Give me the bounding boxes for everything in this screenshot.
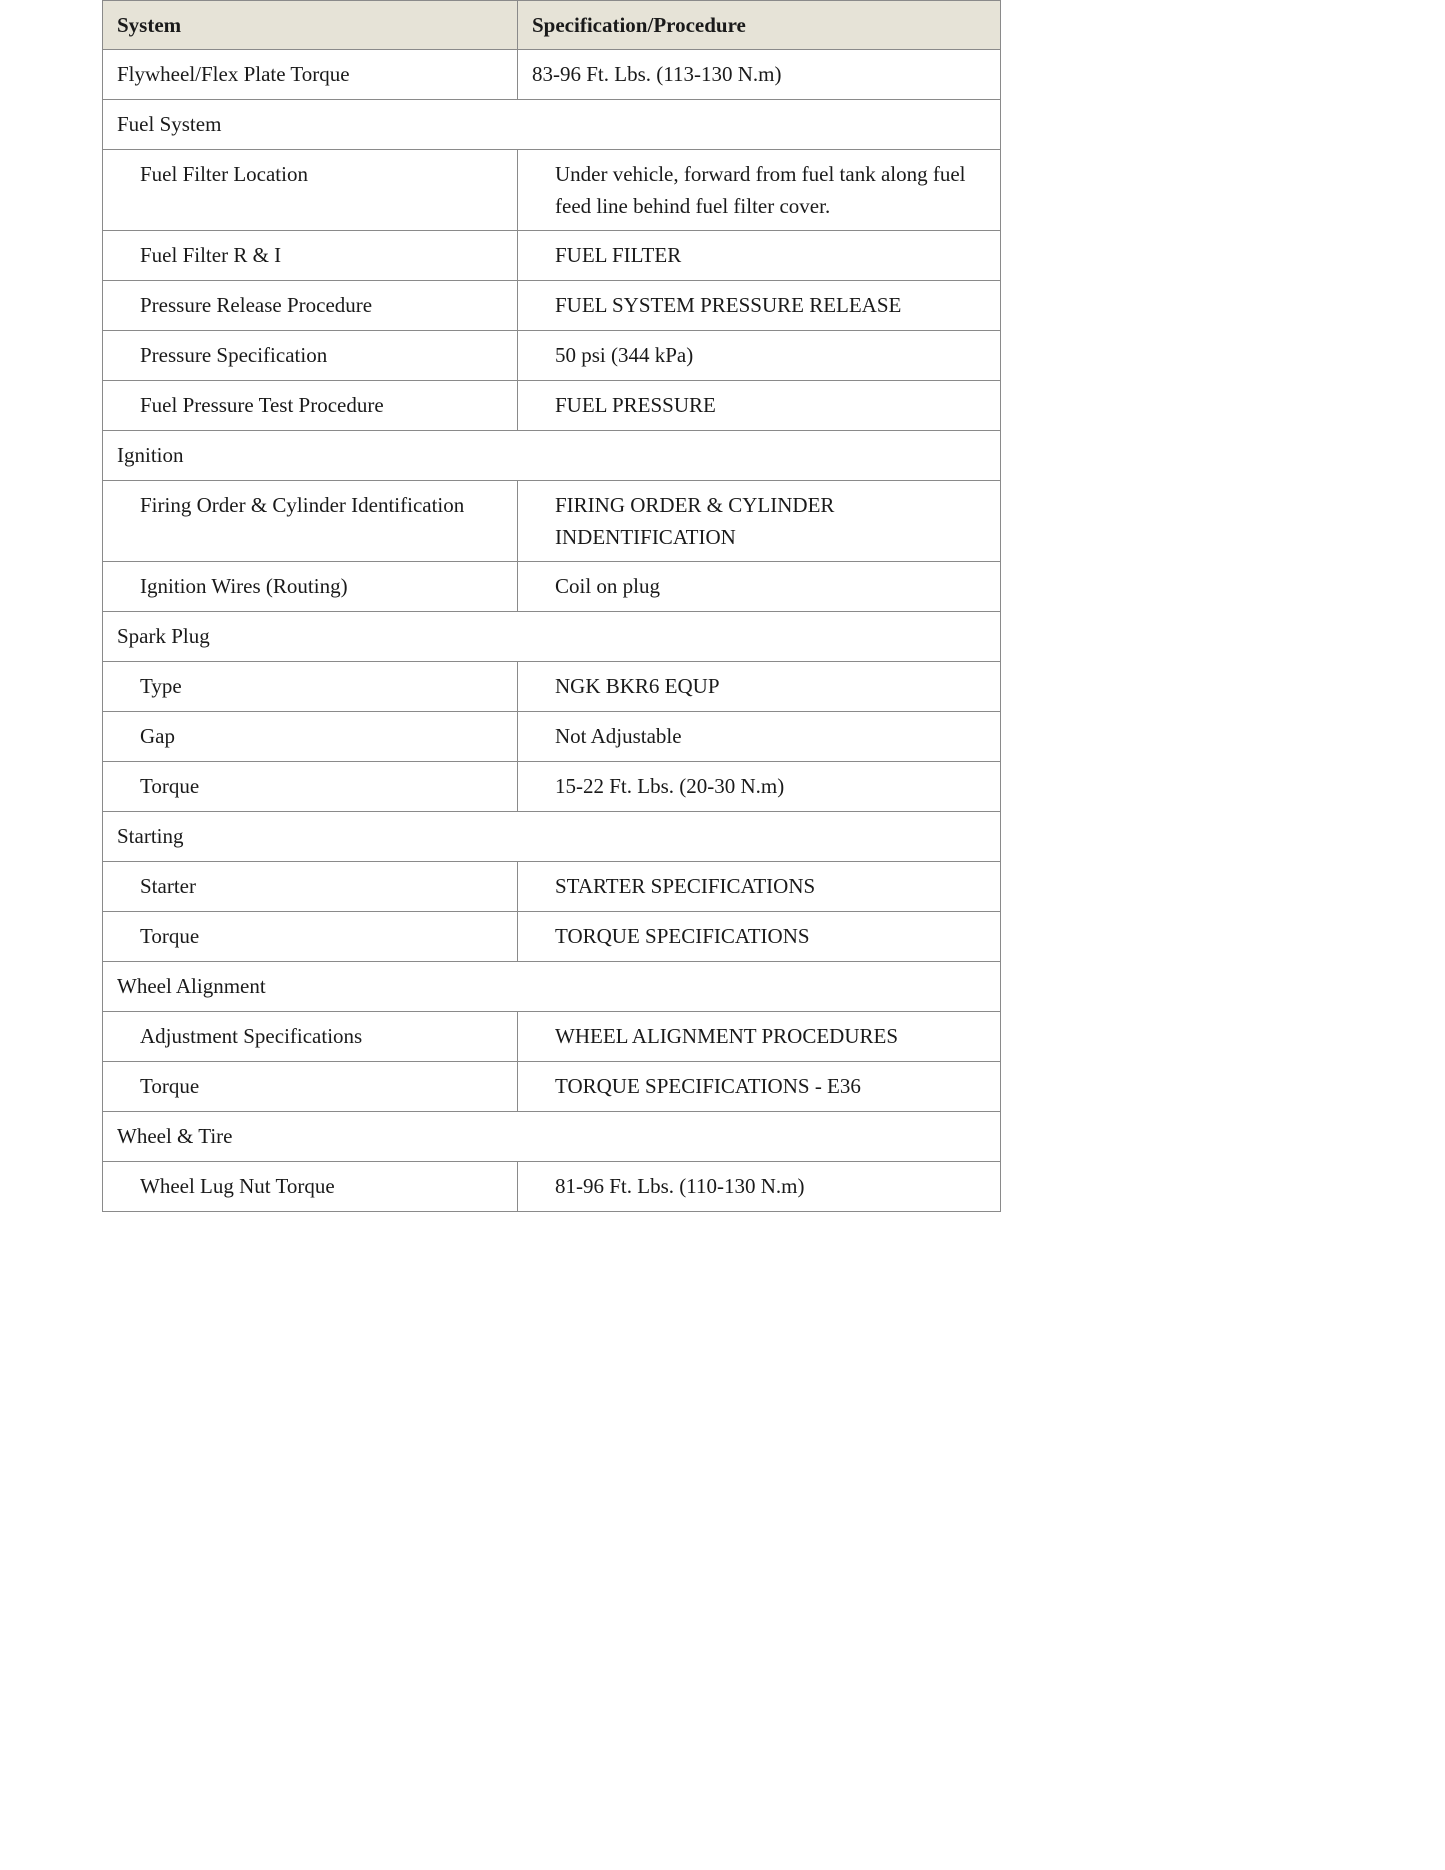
spec-cell: Under vehicle, forward from fuel tank along fuel feed line behind fuel filter cover. [518, 150, 1001, 231]
table-header [103, 1, 1001, 50]
spec-cell: Coil on plug [518, 562, 1001, 612]
system-cell: Fuel Pressure Test Procedure [103, 381, 518, 431]
header-system: System [103, 1, 518, 50]
section-row [103, 812, 1001, 862]
system-cell: Type [103, 662, 518, 712]
table-row [103, 281, 1001, 331]
system-cell: Gap [103, 712, 518, 762]
table-row [103, 150, 1001, 231]
spec-cell: TORQUE SPECIFICATIONS [518, 912, 1001, 962]
spec-cell: 50 psi (344 kPa) [518, 331, 1001, 381]
table-row [103, 712, 1001, 762]
section-row [103, 1112, 1001, 1162]
spec-cell: FUEL SYSTEM PRESSURE RELEASE [518, 281, 1001, 331]
section-title: Wheel & Tire [103, 1112, 1001, 1162]
table-row [103, 381, 1001, 431]
table-body [103, 50, 1001, 1212]
section-row [103, 962, 1001, 1012]
section-title: Wheel Alignment [103, 962, 1001, 1012]
spec-cell: Not Adjustable [518, 712, 1001, 762]
spec-cell: 15-22 Ft. Lbs. (20-30 N.m) [518, 762, 1001, 812]
spec-cell: NGK BKR6 EQUP [518, 662, 1001, 712]
spec-cell: FIRING ORDER & CYLINDER INDENTIFICATION [518, 481, 1001, 562]
system-cell: Torque [103, 912, 518, 962]
table-row [103, 231, 1001, 281]
spec-cell: 81-96 Ft. Lbs. (110-130 N.m) [518, 1162, 1001, 1212]
system-cell: Pressure Release Procedure [103, 281, 518, 331]
specification-table [102, 0, 1001, 1212]
section-title: Ignition [103, 431, 1001, 481]
table-row [103, 912, 1001, 962]
section-title: Fuel System [103, 100, 1001, 150]
system-cell: Ignition Wires (Routing) [103, 562, 518, 612]
table-row [103, 1162, 1001, 1212]
spec-cell: FUEL FILTER [518, 231, 1001, 281]
table-row [103, 1062, 1001, 1112]
system-cell: Adjustment Specifications [103, 1012, 518, 1062]
section-row [103, 612, 1001, 662]
system-cell: Flywheel/Flex Plate Torque [103, 50, 518, 100]
spec-cell: STARTER SPECIFICATIONS [518, 862, 1001, 912]
spec-cell: TORQUE SPECIFICATIONS - E36 [518, 1062, 1001, 1112]
section-row [103, 431, 1001, 481]
system-cell: Firing Order & Cylinder Identification [103, 481, 518, 562]
table-row [103, 481, 1001, 562]
header-specification: Specification/Procedure [518, 1, 1001, 50]
table-row [103, 762, 1001, 812]
system-cell: Wheel Lug Nut Torque [103, 1162, 518, 1212]
table-row [103, 50, 1001, 100]
spec-cell: FUEL PRESSURE [518, 381, 1001, 431]
section-title: Spark Plug [103, 612, 1001, 662]
section-row [103, 100, 1001, 150]
table-row [103, 562, 1001, 612]
system-cell: Fuel Filter R & I [103, 231, 518, 281]
system-cell: Torque [103, 762, 518, 812]
spec-cell: 83-96 Ft. Lbs. (113-130 N.m) [518, 50, 1001, 100]
system-cell: Pressure Specification [103, 331, 518, 381]
system-cell: Fuel Filter Location [103, 150, 518, 231]
system-cell: Starter [103, 862, 518, 912]
table-row [103, 331, 1001, 381]
table-row [103, 862, 1001, 912]
table-row [103, 1012, 1001, 1062]
system-cell: Torque [103, 1062, 518, 1112]
spec-cell: WHEEL ALIGNMENT PROCEDURES [518, 1012, 1001, 1062]
section-title: Starting [103, 812, 1001, 862]
header-row [103, 1, 1001, 50]
table-row [103, 662, 1001, 712]
